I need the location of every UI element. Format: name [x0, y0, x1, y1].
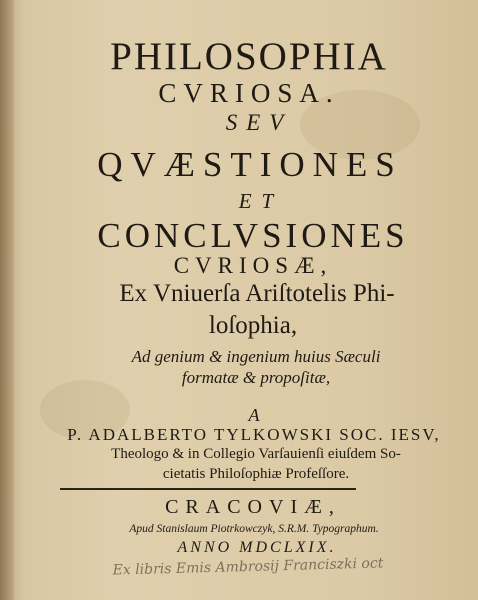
subtitle-line-2: loſophia, [208, 312, 298, 339]
author-title-line-2: cietatis Philoſophiæ Profeſſore. [162, 466, 350, 482]
place-of-publication: CRACOVIÆ, [165, 496, 341, 518]
publication-year: ANNO MDCLXIX. [177, 539, 337, 556]
purpose-line-2: formatæ & propoſitæ, [181, 368, 331, 387]
printer-line: Apud Stanislaum Piotrkowczyk, S.R.M. Typographum. [129, 523, 379, 535]
book-gutter [0, 0, 14, 600]
title-line-1: PHILOSOPHIA [110, 35, 388, 78]
author-title-line-1: Theologo & in Collegio Varſauienſi eiuſdem So- [111, 446, 401, 462]
divider-rule [60, 488, 356, 490]
subtitle-line-1: Ex Vniuerſa Ariſtotelis Phi- [119, 280, 395, 307]
purpose-line-1: Ad genium & ingenium huius Sæculi [131, 347, 381, 366]
conclusiones-word: CONCLVSIONES [97, 216, 409, 255]
handwritten-ownership-note: Ex libris Emis Ambrosij Franciszki oct [112, 555, 384, 579]
quaestiones-word: QVÆSTIONES [97, 145, 403, 184]
by-letter: A [248, 405, 260, 425]
author-name: P. ADALBERTO TYLKOWSKI SOC. IESV, [67, 425, 441, 444]
et-word: ET [238, 189, 284, 213]
title-line-2: CVRIOSA. [158, 78, 340, 108]
seu-word: SEV [225, 110, 293, 135]
curiosae-word: CVRIOSÆ, [173, 253, 333, 278]
